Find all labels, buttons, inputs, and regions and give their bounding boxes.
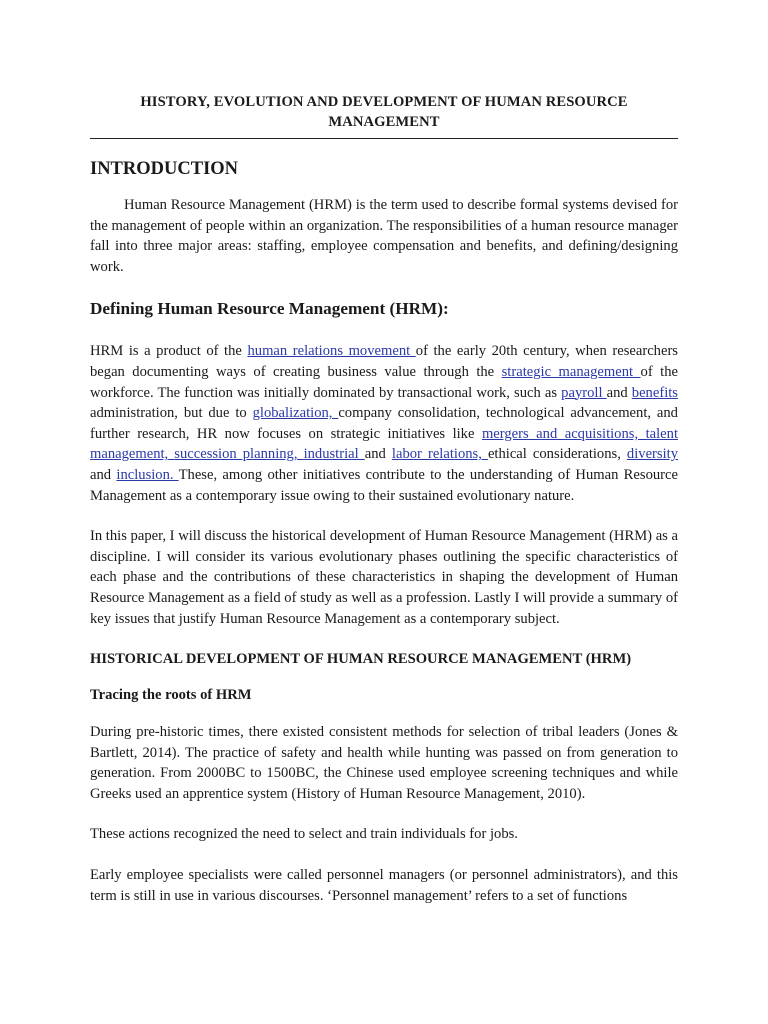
text-run: and xyxy=(364,446,392,463)
link-strategic-management[interactable]: strategic management xyxy=(501,363,641,380)
link-inclusion[interactable]: inclusion. xyxy=(116,466,179,483)
document-page xyxy=(90,92,678,906)
text-run: of the workforce. The function was initially dominated by transactional work, such as xyxy=(90,363,678,401)
link-mergers-and-acquisitions[interactable]: mergers and acquisitions, xyxy=(481,425,646,442)
text-run: company consolidation, technological advancement, and further research, HR now focuses on strategic initiatives like xyxy=(90,405,678,442)
text-run: administration, but due to xyxy=(90,405,253,422)
link-human-relations-movement[interactable]: human relations movement xyxy=(247,343,416,360)
personnel-managers-paragraph: Early employee specialists were called personnel managers (or personnel administrators), and this term is still in use in various discourses. ‘Personnel management’ refers to a set of functions xyxy=(90,867,678,904)
prehistoric-paragraph: During pre-historic times, there existed consistent methods for selection of tribal leaders (Jones & Bartlett, 2014). The practice of safety and health while hunting was passed on from generation to generation. From 2000BC to 1500BC, the Chinese used employee screening techniques and while Greeks used an apprentice system (History of Human Resource Management, 2010). xyxy=(90,724,678,802)
introduction-heading: INTRODUCTION xyxy=(90,159,239,179)
link-benefits[interactable]: benefits xyxy=(631,384,678,401)
document-title: HISTORY, EVOLUTION AND DEVELOPMENT OF HUMAN RESOURCE MANAGEMENT xyxy=(90,92,678,139)
link-globalization[interactable]: globalization, xyxy=(252,405,339,422)
text-run: ethical considerations, xyxy=(487,446,627,463)
tracing-roots-subheading: Tracing the roots of HRM xyxy=(90,687,252,704)
link-succession-planning[interactable]: succession planning, xyxy=(174,446,304,463)
link-payroll[interactable]: payroll xyxy=(561,384,607,401)
defining-hrm-heading: Defining Human Resource Management (HRM): xyxy=(90,299,449,319)
link-industrial[interactable]: industrial xyxy=(303,446,365,463)
link-labor-relations[interactable]: labor relations, xyxy=(391,446,488,463)
select-train-paragraph: These actions recognized the need to select and train individuals for jobs. xyxy=(90,826,518,843)
link-diversity[interactable]: diversity xyxy=(626,446,678,463)
text-run: and xyxy=(606,384,632,401)
text-run: These, among other initiatives contribute to the understanding of Human Resource Management as a contemporary issue owing to their sustained evolutionary nature. xyxy=(90,466,678,504)
text-run: and xyxy=(90,466,117,483)
text-run: of the early 20th century, when researchers began documenting ways of creating business value through the xyxy=(90,343,678,380)
paper-scope-paragraph: In this paper, I will discuss the historical development of Human Resource Management (HRM) as a discipline. I will consider its various evolutionary phases outlining the specific characteristics of each phase and the contributions of these characteristics in shaping the development of Human Resource Management as a field of study as well as a profession. Lastly I will provide a summary of key issues that justify Human Resource Management as a contemporary subject. xyxy=(90,528,678,627)
link-talent-management[interactable]: talent management, xyxy=(90,425,679,463)
defining-hrm-paragraph xyxy=(90,341,678,506)
historical-development-heading: HISTORICAL DEVELOPMENT OF HUMAN RESOURCE MANAGEMENT (HRM) xyxy=(90,651,632,668)
text-run: HRM is a product of the xyxy=(90,343,248,360)
introduction-paragraph: Human Resource Management (HRM) is the term used to describe formal systems devised for the management of people within an organization. The responsibilities of a human resource manager fall into three major areas: staffing, employee compensation and benefits, and defining/designing work. xyxy=(90,197,678,275)
